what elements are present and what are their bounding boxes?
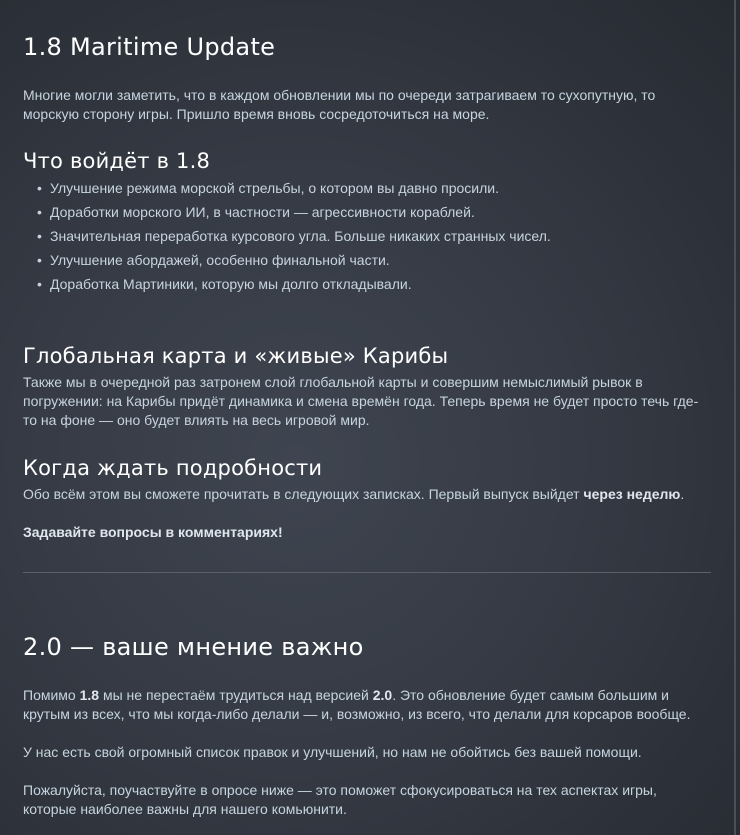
- details-text-emphasis: через неделю: [583, 486, 681, 502]
- update-title: 1.8 Maritime Update: [23, 33, 276, 61]
- version-2-0-emphasis: 2.0: [372, 687, 393, 703]
- details-heading: Когда ждать подробности: [23, 456, 323, 480]
- v20-paragraph-2: У нас есть свой огромный список правок и улучшений, но нам не обойтись без вашей помощи.: [23, 744, 642, 760]
- details-text-start: Обо всём этом вы сможете прочитать в следующих записках. Первый выпуск выйдет: [23, 486, 584, 502]
- global-map-text: Также мы в очередной раз затронем слой глобальной карты и совершим немыслимый рывок в погружении: на Карибы придёт динамика и смена времён года. Теперь время не будет просто течь где-то на фоне — оно будет влиять на весь игровой мир.: [23, 374, 699, 428]
- list-item: • Улучшение абордажей, особенно финальной части.: [50, 248, 738, 272]
- v20-paragraph-3: Пожалуйста, поучаствуйте в опросе ниже — это поможет сфокусироваться на тех аспектах игры, которые наиболее важны для нашего комьюнити.: [23, 782, 657, 817]
- whats-new-list: [23, 176, 738, 296]
- list-item: • Доработка Мартиники, которую мы долго откладывали.: [50, 272, 738, 296]
- section-divider: [23, 572, 711, 573]
- list-item: • Доработки морского ИИ, в частности — агрессивности кораблей.: [50, 200, 738, 224]
- update-intro: Многие могли заметить, что в каждом обновлении мы по очереди затрагиваем то сухопутную, то морскую сторону игры. Пришло время вновь сосредоточиться на море.: [23, 87, 656, 122]
- comments-call-to-action: Задавайте вопросы в комментариях!: [23, 524, 283, 540]
- version-1-8-emphasis: 1.8: [79, 687, 100, 703]
- list-item: • Значительная переработка курсового угла. Больше никаких странных чисел.: [50, 224, 738, 248]
- whats-new-heading: Что войдёт в 1.8: [23, 149, 211, 173]
- list-item: • Улучшение режима морской стрельбы, о котором вы давно просили.: [50, 176, 738, 200]
- global-map-heading: Глобальная карта и «живые» Карибы: [23, 344, 449, 368]
- v20-paragraph-1: Помимо 1.8 мы не перестаём трудиться над версией 2.0. Это обновление будет самым большим и крутым из всех, что мы когда-либо делали — и, возможно, из всего, что делали для корсаров вообще.: [23, 687, 691, 722]
- details-text: [23, 485, 711, 504]
- scrollbar-track[interactable]: [734, 0, 736, 835]
- details-text-end: .: [680, 486, 685, 502]
- v20-title: 2.0 — ваше мнение важно: [23, 633, 364, 661]
